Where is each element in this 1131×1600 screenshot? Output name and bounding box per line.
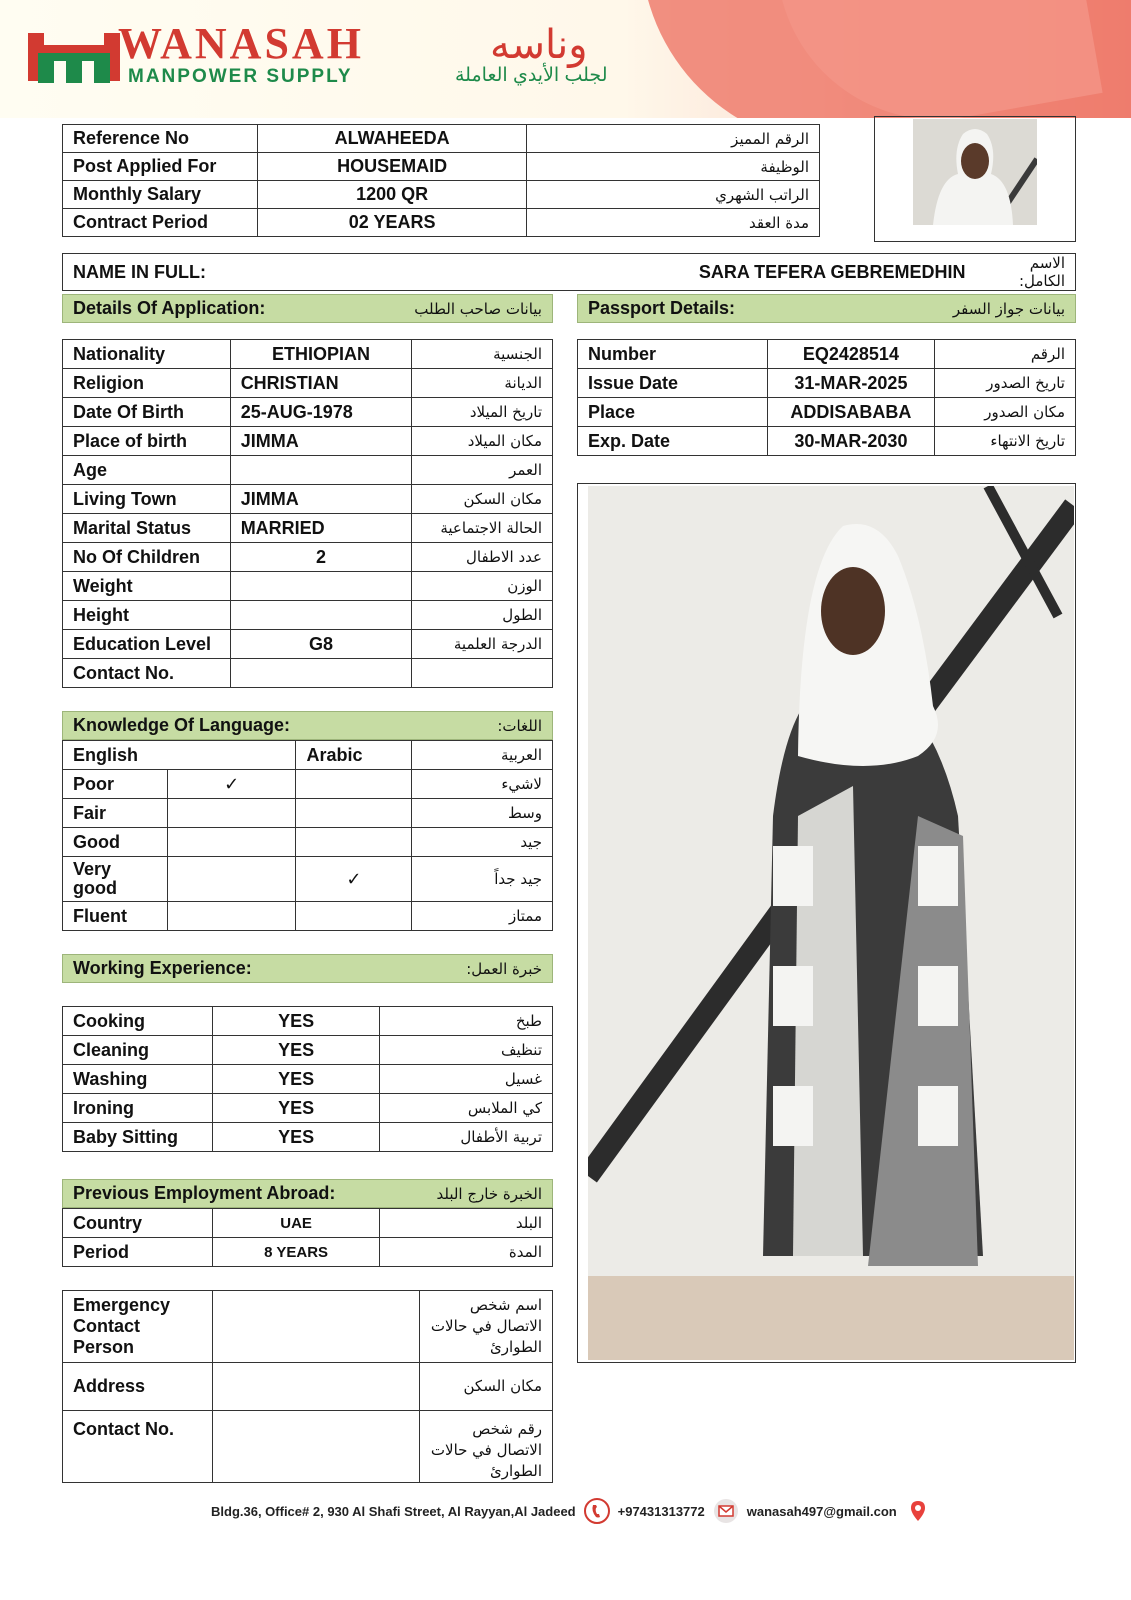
application-row-value: 2 [230,543,412,572]
application-row [63,369,553,398]
passport-table [577,339,1076,456]
english-check-mark [167,857,296,902]
top-info-value: HOUSEMAID [257,153,527,181]
english-check-mark [167,799,296,828]
application-row [63,485,553,514]
language-level-arabic: جيد جداً [412,857,553,902]
experience-row-label: Ironing [63,1094,213,1123]
application-row-label: Place of birth [63,427,231,456]
application-row [63,572,553,601]
passport-row-value: 31-MAR-2025 [767,369,935,398]
footer-email[interactable]: wanasah497@gmail.con [746,1503,897,1519]
application-row-value: 25-AUG-1978 [230,398,412,427]
experience-row-label: Washing [63,1065,213,1094]
passport-title-arabic: بيانات جواز السفر [952,299,1065,318]
application-row-label: Contact No. [63,659,231,688]
top-info-value: 02 YEARS [257,209,527,237]
application-row-value: G8 [230,630,412,659]
application-row [63,340,553,369]
language-level-arabic: جيد [412,828,553,857]
full-body-photo-frame [577,483,1076,1363]
location-pin-icon [905,1498,931,1524]
language-level-arabic: وسط [412,799,553,828]
previous-employment-row [63,1238,553,1267]
experience-row-label-arabic: تنظيف [380,1036,553,1065]
top-info-label-arabic: الراتب الشهري [527,181,820,209]
application-row-label-arabic: الوزن [412,572,553,601]
application-table [62,339,553,688]
full-name-row [62,253,1076,291]
application-row-label: Weight [63,572,231,601]
experience-row-label: Cleaning [63,1036,213,1065]
previous-employment-row-label: Country [63,1209,213,1238]
previous-employment-row [63,1209,553,1238]
company-logo-icon [28,27,120,83]
passport-row-value: ADDISABABA [767,398,935,427]
english-check-mark [167,902,296,931]
application-row-value [230,456,412,485]
application-row-value [230,601,412,630]
language-section-header [62,711,553,740]
phone-icon [584,1498,610,1524]
emergency-row [63,1411,553,1483]
top-info-label: Contract Period [63,209,258,237]
application-row-label: Education Level [63,630,231,659]
application-row [63,398,553,427]
application-row [63,427,553,456]
english-check-mark: ✓ [167,770,296,799]
application-row [63,456,553,485]
language-row [63,799,553,828]
passport-photo [913,119,1037,225]
experience-row-label-arabic: غسيل [380,1065,553,1094]
language-level: Fair [63,799,168,828]
language-col-arabic-ar: العربية [412,741,553,770]
language-row [63,857,553,902]
language-row [63,828,553,857]
brand-tagline: MANPOWER SUPPLY [128,66,353,87]
application-row-label: No Of Children [63,543,231,572]
language-level-arabic: لاشيء [412,770,553,799]
experience-row [63,1036,553,1065]
language-table [62,740,553,931]
top-info-row [63,153,820,181]
previous-employment-row-label-arabic: البلد [380,1209,553,1238]
application-row-label-arabic: تاريخ الميلاد [412,398,553,427]
passport-photo-frame [874,116,1076,242]
application-row-label: Living Town [63,485,231,514]
top-info-label-arabic: الرقم المميز [527,125,820,153]
experience-row [63,1065,553,1094]
emergency-value [212,1411,419,1483]
experience-row-label-arabic: كي الملابس [380,1094,553,1123]
emergency-row [63,1363,553,1411]
passport-row [578,427,1076,456]
language-col-english: English [63,741,296,770]
emergency-contact-table [62,1290,553,1483]
application-row-value: CHRISTIAN [230,369,412,398]
footer-address: Bldg.36, Office# 2, 930 Al Shafi Street, Al Rayyan,Al Jadeed [211,1503,576,1519]
experience-row-value: YES [212,1123,380,1152]
passport-row-value: EQ2428514 [767,340,935,369]
experience-row [63,1094,553,1123]
application-row-label-arabic: مكان الميلاد [412,427,553,456]
application-row-value: MARRIED [230,514,412,543]
language-level-arabic: ممتاز [412,902,553,931]
top-info-label-arabic: الوظيفة [527,153,820,181]
passport-row-label-arabic: مكان الصدور [935,398,1076,427]
emergency-row [63,1291,553,1363]
application-row-value: ETHIOPIAN [230,340,412,369]
application-row-value [230,659,412,688]
application-row-label-arabic [412,659,553,688]
application-row-label: Date Of Birth [63,398,231,427]
application-row-label-arabic: مكان السكن [412,485,553,514]
previous-employment-section-header [62,1179,553,1208]
top-info-value: ALWAHEEDA [257,125,527,153]
emergency-value [212,1363,419,1411]
english-check-mark [167,828,296,857]
footer-contact [211,1496,971,1526]
full-body-photo [588,486,1074,1360]
passport-row [578,369,1076,398]
experience-row-label: Baby Sitting [63,1123,213,1152]
top-info-label: Reference No [63,125,258,153]
application-row-label: Nationality [63,340,231,369]
application-row-label: Marital Status [63,514,231,543]
letterhead [0,0,1131,118]
application-title: Details Of Application: [73,298,266,318]
arabic-check-mark [296,770,412,799]
experience-row-label: Cooking [63,1007,213,1036]
application-row-label-arabic: العمر [412,456,553,485]
application-row [63,601,553,630]
emergency-label-arabic: اسم شخص الاتصال في حالات الطوارئ [420,1291,553,1363]
previous-employment-row-label: Period [63,1238,213,1267]
experience-title-arabic: خبرة العمل: [466,959,542,978]
application-row-label-arabic: الديانة [412,369,553,398]
previous-employment-table [62,1208,553,1267]
application-row-label: Religion [63,369,231,398]
brand-name: WANASAH [118,19,364,68]
previous-employment-row-value: UAE [212,1209,380,1238]
arabic-check-mark: ✓ [296,857,412,902]
language-title-arabic: اللغات: [497,716,542,735]
previous-employment-row-value: 8 YEARS [212,1238,380,1267]
application-row-label: Age [63,456,231,485]
application-row-label-arabic: الجنسية [412,340,553,369]
top-info-label: Post Applied For [63,153,258,181]
experience-row-value: YES [212,1094,380,1123]
application-row-value: JIMMA [230,427,412,456]
experience-row-label-arabic: طبخ [380,1007,553,1036]
application-row [63,659,553,688]
application-row-label-arabic: الطول [412,601,553,630]
emergency-label: Contact No. [63,1411,213,1483]
application-row-value: JIMMA [230,485,412,514]
experience-row [63,1123,553,1152]
application-row [63,630,553,659]
language-level: Poor [63,770,168,799]
language-level: Good [63,828,168,857]
top-info-row [63,181,820,209]
email-icon [713,1498,739,1524]
top-info-value: 1200 QR [257,181,527,209]
brand-tagline-arabic: لجلب الأيدي العاملة [455,65,608,86]
application-row-label-arabic: الحالة الاجتماعية [412,514,553,543]
previous-employment-title: Previous Employment Abroad: [73,1183,336,1203]
passport-row-label: Number [578,340,768,369]
full-name-value: SARA TEFERA GEBREMEDHIN [263,254,976,291]
passport-row-label-arabic: الرقم [935,340,1076,369]
experience-row-label-arabic: تربية الأطفال [380,1123,553,1152]
top-info-row [63,125,820,153]
language-row [63,770,553,799]
previous-employment-title-arabic: الخبرة خارج البلد [436,1184,542,1203]
arabic-check-mark [296,902,412,931]
arabic-check-mark [296,799,412,828]
top-info-table [62,124,820,237]
brand-name-arabic: وناسه [490,22,588,68]
emergency-label-arabic: مكان السكن [420,1363,553,1411]
application-section-header [62,294,553,323]
application-row-label: Height [63,601,231,630]
full-name-label: NAME IN FULL: [63,254,263,291]
language-row [63,902,553,931]
emergency-label: Address [63,1363,213,1411]
passport-section-header [577,294,1076,323]
full-name-label-arabic: الاسم الكامل: [976,254,1076,291]
language-level: Fluent [63,902,168,931]
experience-title: Working Experience: [73,958,252,978]
passport-row-label: Issue Date [578,369,768,398]
application-row-value [230,572,412,601]
application-title-arabic: بيانات صاحب الطلب [414,299,542,318]
arabic-check-mark [296,828,412,857]
emergency-value [212,1291,419,1363]
experience-row [63,1007,553,1036]
previous-employment-row-label-arabic: المدة [380,1238,553,1267]
passport-row-label-arabic: تاريخ الانتهاء [935,427,1076,456]
application-row-label-arabic: عدد الاطفال [412,543,553,572]
emergency-label: Emergency Contact Person [63,1291,213,1363]
passport-row-label-arabic: تاريخ الصدور [935,369,1076,398]
passport-row-value: 30-MAR-2030 [767,427,935,456]
experience-row-value: YES [212,1007,380,1036]
language-title: Knowledge Of Language: [73,715,291,735]
experience-row-value: YES [212,1036,380,1065]
passport-row-label: Exp. Date [578,427,768,456]
top-info-label: Monthly Salary [63,181,258,209]
experience-section-header [62,954,553,983]
footer-phone: +97431313772 [617,1503,705,1519]
application-row-label-arabic: الدرجة العلمية [412,630,553,659]
passport-row-label: Place [578,398,768,427]
top-info-row [63,209,820,237]
experience-row-value: YES [212,1065,380,1094]
language-col-arabic: Arabic [296,741,412,770]
top-info-label-arabic: مدة العقد [527,209,820,237]
experience-table [62,1006,553,1152]
passport-row [578,398,1076,427]
language-level: Very good [63,857,168,902]
passport-title: Passport Details: [588,298,736,318]
emergency-label-arabic: رقم شخص الاتصال في حالات الطوارئ [420,1411,553,1483]
passport-row [578,340,1076,369]
application-row [63,543,553,572]
application-row [63,514,553,543]
